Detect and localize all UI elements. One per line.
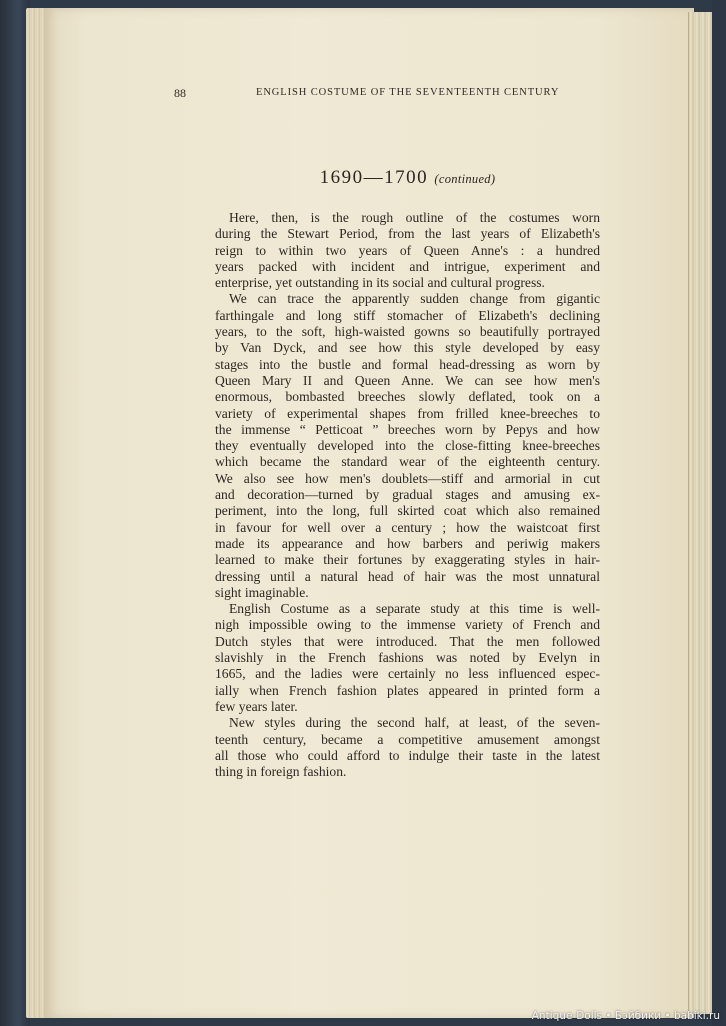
text-line: English Costume as a separate study at this time is well-	[229, 601, 600, 617]
body-text	[215, 210, 600, 780]
text-line: during the Stewart Period, from the last years of Elizabeth's	[215, 226, 600, 242]
text-line: made its appearance and how barbers and periwig makers	[215, 535, 600, 551]
page-stack-left	[26, 8, 46, 1018]
book-cover-right-edge	[712, 0, 726, 1026]
text-line: stages into the bustle and formal head-dressing as worn by	[215, 356, 600, 372]
text-line: ially when French fashion plates appeared in printed form a	[215, 682, 600, 698]
text-line: periment, into the long, full skirted coat which also remained	[215, 503, 600, 519]
page-number: 88	[174, 86, 186, 100]
text-line: 1665, and the ladies were certainly no less influenced espec-	[215, 666, 600, 682]
text-line: they eventually developed into the close-fitting knee-breeches	[215, 438, 600, 454]
text-line: all those who could afford to indulge their taste in the latest	[215, 747, 600, 763]
page-stack-right	[688, 12, 715, 1014]
text-line: variety of experimental shapes from frilled knee-breeches to	[215, 405, 600, 421]
text-line: Queen Mary II and Queen Anne. We can see how men's	[215, 372, 600, 388]
text-line: by Van Dyck, and see how this style developed by easy	[215, 340, 600, 356]
text-line: reign to within two years of Queen Anne's : a hundred	[215, 242, 600, 258]
text-line: learned to make their fortunes by exaggerating styles in hair-	[215, 552, 600, 568]
text-line: sight imaginable.	[215, 584, 309, 600]
text-line: Here, then, is the rough outline of the costumes worn	[229, 210, 600, 225]
text-line: New styles during the second half, at least, of the seven-	[229, 715, 600, 731]
text-line: Dutch styles that were introduced. That the men followed	[215, 633, 600, 649]
text-line: We also see how men's doublets—stiff and armorial in cut	[215, 470, 600, 486]
text-line: years, to the soft, high-waisted gowns so beautifully portrayed	[215, 324, 600, 340]
text-line: enterprise, yet outstanding in its social and cultural progress.	[215, 275, 545, 291]
text-line: farthingale and long stiff stomacher of Elizabeth's declining	[215, 307, 600, 323]
watermark: Antique-Dolls • Бэйбики • babiki.ru	[531, 1010, 720, 1022]
text-line: in favour for well over a century ; how the waistcoat first	[215, 519, 600, 535]
text-line: years packed with incident and intrigue, experiment and	[215, 258, 600, 274]
text-line: nigh impossible owing to the immense variety of French and	[215, 617, 600, 633]
text-line: few years later.	[215, 698, 298, 714]
text-line: slavishly in the French fashions was noted by Evelyn in	[215, 650, 600, 666]
section-heading-continued: (continued)	[434, 172, 496, 186]
text-line: and decoration—turned by gradual stages and amusing ex-	[215, 487, 600, 503]
text-line: which became the standard wear of the eighteenth century.	[215, 454, 600, 470]
text-line: thing in foreign fashion.	[215, 764, 347, 780]
running-head	[174, 86, 584, 106]
running-head-title: ENGLISH COSTUME OF THE SEVENTEENTH CENTURY	[256, 87, 560, 98]
section-heading-years: 1690—1700	[319, 167, 429, 188]
text-line: We can trace the apparently sudden change from gigantic	[229, 291, 600, 307]
text-line: enormous, bombasted breeches slowly deflated, took on a	[215, 389, 600, 405]
section-heading	[215, 167, 600, 189]
text-line: dressing until a natural head of hair was the most unnatural	[215, 568, 600, 584]
text-line: teenth century, became a competitive amusement amongst	[215, 731, 600, 747]
text-line: the immense “ Petticoat ” breeches worn by Pepys and how	[215, 421, 600, 437]
